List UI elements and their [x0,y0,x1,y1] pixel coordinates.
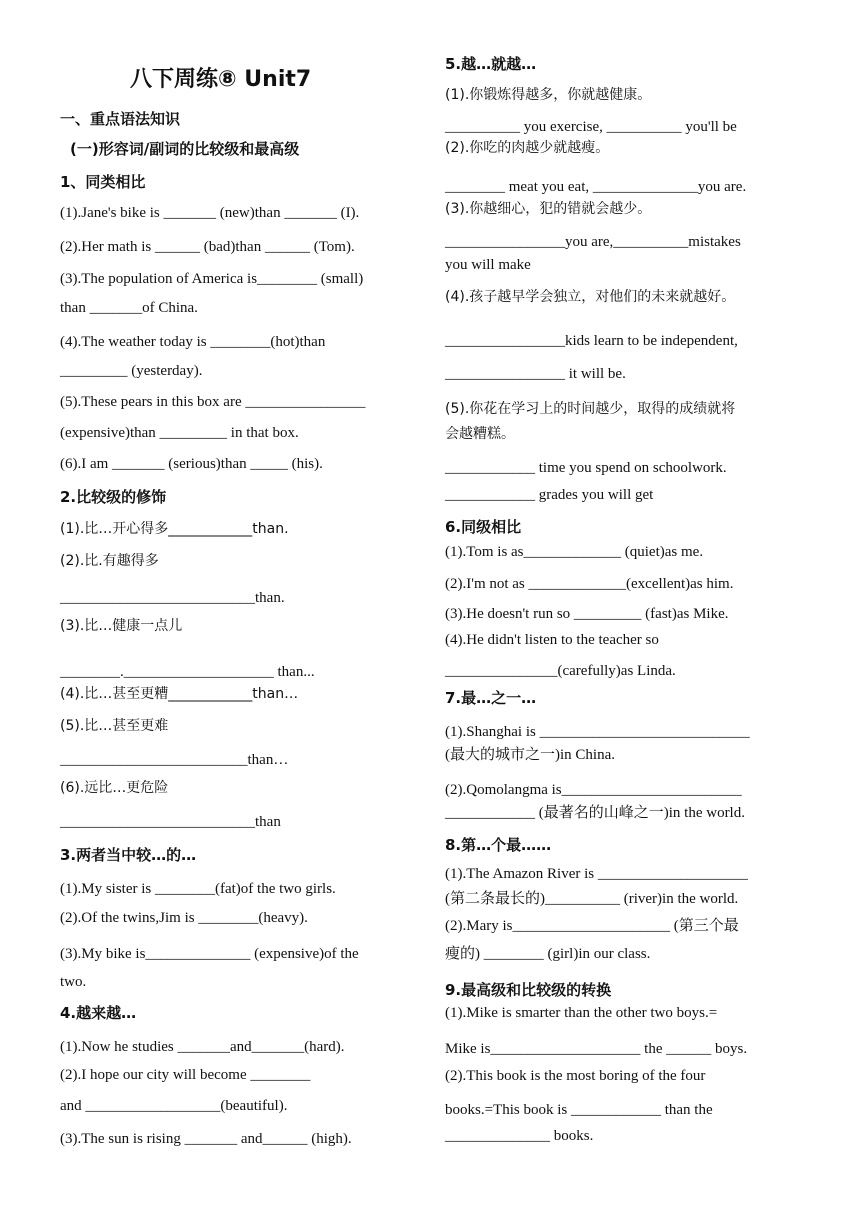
exercise-line: ____________ time you spend on schoolwork. [445,460,727,476]
exercise-line: ____________ grades you will get [445,487,654,503]
exercise-line: (2).This book is the most boring of the four [445,1068,706,1084]
exercise-line: _________________________than… [60,752,289,768]
exercise-line: __________ you exercise, __________ you'll be [445,119,737,135]
exercise-line: (2).你吃的肉越少就越瘦。 [445,140,610,156]
exercise-line: (第二条最长的)__________ (river)in the world. [445,891,739,907]
section-heading: (一)形容词/副词的比较级和最高级 [70,140,300,158]
exercise-line: 瘦的) ________ (girl)in our class. [445,946,651,962]
exercise-line: (2).Qomolangma is________________________ [445,782,742,798]
exercise-line: (2).Mary is_____________________ (第三个最 [445,918,739,934]
exercise-line: 会越糟糕。 [445,426,515,442]
section-heading: 4.越来越… [60,1004,137,1022]
exercise-line: (expensive)than _________ in that box. [60,425,299,441]
section-heading: 6.同级相比 [445,518,522,536]
exercise-line: (4).The weather today is ________(hot)than [60,334,326,350]
exercise-line: (3).The population of America is________ (small) [60,271,364,287]
exercise-line: (1).比…开心得多____________than. [60,521,289,537]
exercise-line: you will make [445,257,531,273]
exercise-line: (1).My sister is ________(fat)of the two girls. [60,881,336,897]
exercise-line: (6).远比…更危险 [60,780,169,796]
exercise-line: (4).孩子越早学会独立，对他们的未来就越好。 [445,289,736,305]
exercise-line: Mike is____________________ the ______ boys. [445,1041,748,1057]
exercise-line: (3).My bike is______________ (expensive)of the [60,946,359,962]
exercise-line: (2).比.有趣得多 [60,553,159,569]
exercise-line: (3).He doesn't run so _________ (fast)as Mike. [445,606,729,622]
exercise-line: (1).你锻炼得越多，你就越健康。 [445,87,652,103]
exercise-line: _________ (yesterday). [60,363,203,379]
exercise-line: (1).Tom is as_____________ (quiet)as me. [445,544,704,560]
exercise-line: (2).I'm not as _____________(excellent)as him. [445,576,734,592]
exercise-line: two. [60,974,87,990]
exercise-line: (5).比…甚至更难 [60,718,169,734]
exercise-line: (6).I am _______ (serious)than _____ (his). [60,456,323,472]
exercise-line: ________________kids learn to be independent, [445,333,738,349]
section-heading: 2.比较级的修饰 [60,488,167,506]
exercise-line: and __________________(beautiful). [60,1098,288,1114]
exercise-line: (4).比…甚至更糟____________than… [60,686,299,702]
exercise-line: (1).Jane's bike is _______ (new)than _______ (I). [60,205,360,221]
exercise-line: ________ meat you eat, ______________you are. [445,179,747,195]
exercise-line: ____________ (最著名的山峰之一)in the world. [445,805,745,821]
exercise-line: (最大的城市之一)in China. [445,747,615,763]
exercise-line: (1).Shanghai is ____________________________ [445,724,750,740]
exercise-line: than _______of China. [60,300,198,316]
section-heading: 一、重点语法知识 [60,110,181,128]
exercise-line: _______________(carefully)as Linda. [445,663,676,679]
section-heading: 1、同类相比 [60,173,146,191]
exercise-line: (5).你花在学习上的时间越少，取得的成绩就将 [445,401,736,417]
exercise-line: (5).These pears in this box are ________________ [60,394,366,410]
exercise-line: (3).比…健康一点儿 [60,618,183,634]
exercise-line: __________________________than. [60,590,285,606]
section-heading: 8.第…个最…… [445,836,552,854]
exercise-line: __________________________than [60,814,281,830]
exercise-line: (1).Now he studies _______and_______(hard). [60,1039,345,1055]
exercise-line: (1).The Amazon River is ____________________ [445,866,748,882]
page-title: 八下周练⑧ Unit7 [130,67,312,92]
section-heading: 7.最…之一… [445,689,537,707]
exercise-line: ________________ it will be. [445,366,626,382]
section-heading: 9.最高级和比较级的转换 [445,981,612,999]
exercise-line: ________.____________________ than... [60,664,315,680]
exercise-line: (2).I hope our city will become ________ [60,1067,311,1083]
section-heading: 3.两者当中较…的… [60,846,197,864]
section-heading: 5.越…就越… [445,55,537,73]
exercise-line: (2).Of the twins,Jim is ________(heavy). [60,910,308,926]
exercise-line: ________________you are,__________mistakes [445,234,741,250]
exercise-line: (1).Mike is smarter than the other two boys.= [445,1005,718,1021]
exercise-line: books.=This book is ____________ than the [445,1102,713,1118]
exercise-line: ______________ books. [445,1128,594,1144]
exercise-line: (3).你越细心，犯的错就会越少。 [445,201,652,217]
exercise-line: (3).The sun is rising _______ and______ (high). [60,1131,352,1147]
exercise-line: (2).Her math is ______ (bad)than ______ (Tom). [60,239,355,255]
exercise-line: (4).He didn't listen to the teacher so [445,632,659,648]
